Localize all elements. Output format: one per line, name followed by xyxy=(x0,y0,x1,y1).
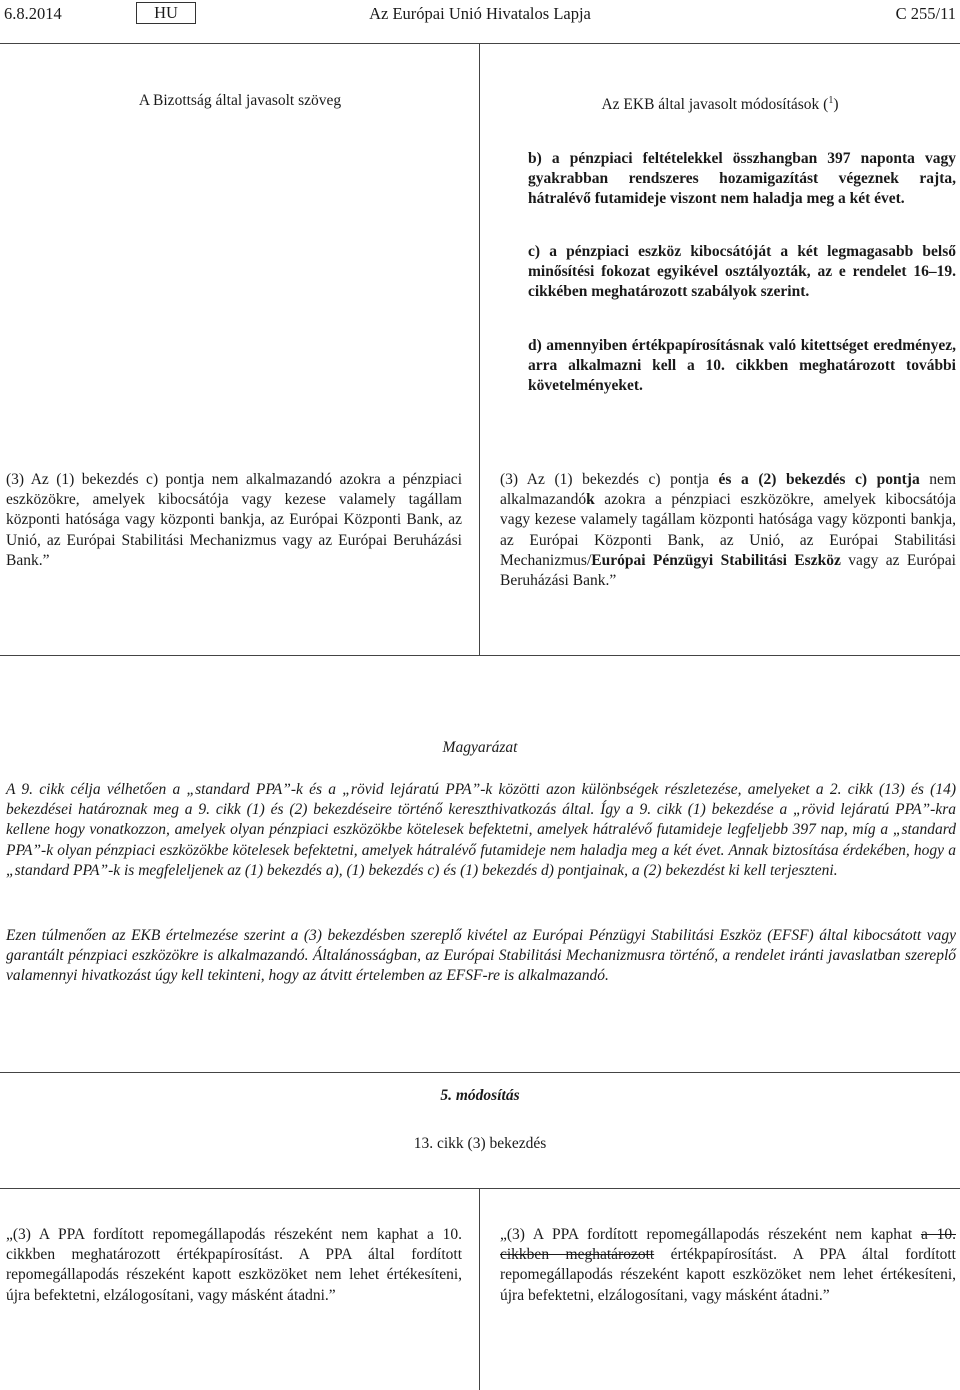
explanation-title: Magyarázat xyxy=(442,739,518,756)
deleted-text: a 10. cikkben meghatározott xyxy=(500,1226,956,1264)
explanation-paragraph-2: Ezen túlmenően az EKB értelmezése szerint a (3) bekezdésben szereplő kivétel az Európai Pénzügyi Stabilitási Eszköz (EFSF) által kibocsátott vagy garantált pénzpiaci eszközökre is alkalmazandó. Általánosságban, az Európai Stabilitási Mechanizmusra történő, a rendelet iránti javaslatban szereplő valamennyi hivatkozást úgy kell tekinteni, hogy az átvitt értelemben az EFSF-re is alkalmazandó. xyxy=(6,927,956,985)
amendment-table-rule xyxy=(0,1188,960,1189)
amendment-left-text: „(3) A PPA fordított repomegállapodás részeként nem kaphat a 10. cikkben meghatározott értékpapírosítást. A PPA által fordított repomegállapodás részeként kapott eszközöket nem lehet értékesíteni, újra befektetni, elzálogosítani, vagy másként átadni.” xyxy=(6,1226,462,1304)
point-d: d) amennyiben értékpapírosításnak való kitettséget eredményez, arra alkalmazni kell a 10. cikkben meghatározott további követelményeket. xyxy=(528,337,956,395)
header-title: Az Európai Unió Hivatalos Lapja xyxy=(369,4,591,23)
explanation-paragraph-1: A 9. cikk célja vélhetően a „standard PPA”-k és a „rövid lejáratú PPA”-k közötti azon különbségek részletezése, amelyeket a 2. cikk (13) és (14) bekezdései határoznak meg a 9. cikk (1) és (2) bekezdéseire történő kereszthivatkozás által. Így a 9. cikk (1) bekezdése a „rövid lejáratú PPA”-kra kellene hogy vonatkozzon, amelyek olyan pénzpiaci eszközökbe kötelesek befektetni, amelyek hátralévő futamideje legfeljebb 397 nap, míg a „standard PPA”-k olyan pénzpiaci eszközökbe kötelesek befektetni, amelyek hátralévő futamideje nem haladja meg a két évet. Annak biztosítása érdekében, hogy a „standard PPA”-k is megfeleljenek az (1) bekezdés a), (1) bekezdés c) és (1) bekezdés d) pontjainak, a (2) bekezdést ki kell terjeszteni. xyxy=(6,781,956,879)
header-date: 6.8.2014 xyxy=(4,4,62,23)
point-c: c) a pénzpiaci eszköz kibocsátóját a két legmagasabb belső minősítési fokozat egyikével osztályozták, az e rendelet 16–19. cikkében meghatározott szabályok szerint. xyxy=(528,243,956,301)
right-paragraph-3: (3) Az (1) bekezdés c) pontja és a (2) bekezdés c) pontja nem alkalmazandók azokra a pénzpiaci eszközökre, amelyek kibocsátója vagy kezese valamely tagállam központi hatósága vagy központi bankja, az Európai Központi Bank, az Unió, az Európai Stabilitási Mechanizmus/Európai Pénzügyi Stabilitási Eszköz vagy az Európai Beruházási Bank.” xyxy=(500,471,956,590)
table-mid-rule xyxy=(0,655,960,656)
left-column-title: A Bizottság által javasolt szöveg xyxy=(138,92,342,109)
left-paragraph-3: (3) Az (1) bekezdés c) pontja nem alkalmazandó azokra a pénzpiaci eszközökre, amelyek kibocsátója vagy kezese valamely tagállam központi hatósága vagy központi bankja, az Európai Központi Bank, az Unió, az Európai Stabilitási Mechanizmus vagy az Európai Beruházási Bank.” xyxy=(6,471,462,569)
point-b: b) a pénzpiaci feltételekkel összhangban 397 naponta vagy gyakrabban rendszeres hozamigazítást végeznek rajta, hátralévő futamideje viszont nem haladja meg a két évet. xyxy=(528,150,956,208)
header-page-number: C 255/11 xyxy=(895,4,956,23)
footnote-ref: 1 xyxy=(828,95,834,106)
table-top-rule xyxy=(0,43,960,44)
amendment-top-rule xyxy=(0,1072,960,1073)
amendment-number: 5. módosítás xyxy=(440,1087,520,1104)
amendment-right-text: „(3) A PPA fordított repomegállapodás részeként nem kaphat a 10. cikkben meghatározott értékpapírosítást. A PPA által fordított repomegállapodás részeként kapott eszközöket nem lehet értékesíteni, újra befektetni, elzálogosítani, vagy másként átadni.” xyxy=(500,1226,956,1304)
header-language-box: HU xyxy=(136,2,196,24)
amendment-reference: 13. cikk (3) bekezdés xyxy=(413,1135,547,1152)
column-divider-top xyxy=(479,43,480,655)
right-column-title: Az EKB által javasolt módosítások ($^1$) xyxy=(601,95,839,114)
column-divider-bottom xyxy=(479,1188,480,1390)
